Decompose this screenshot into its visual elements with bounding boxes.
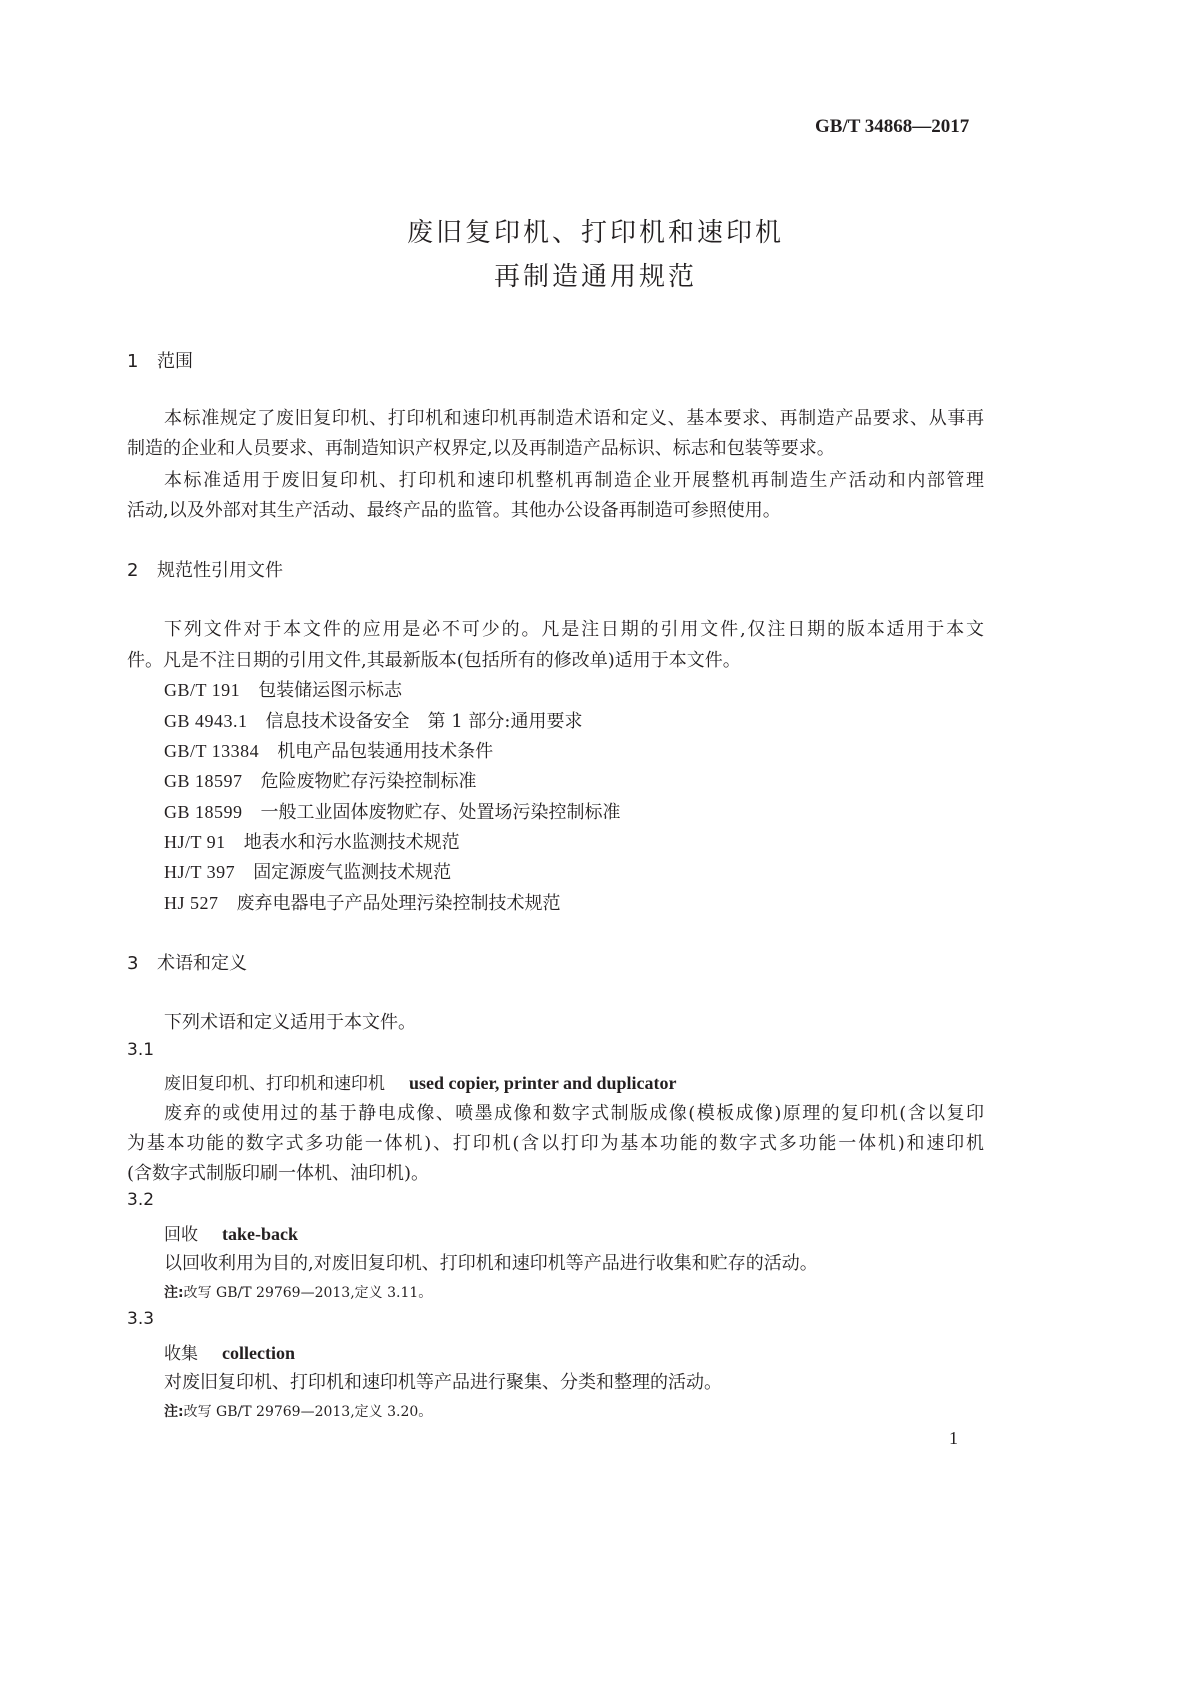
note: [164, 1282, 432, 1302]
normative-reference: [164, 858, 451, 884]
section-number: 2: [127, 560, 139, 581]
paragraph-line: 活动,以及外部对其生产活动、最终产品的监管。其他办公设备再制造可参照使用。: [127, 500, 781, 521]
term-english: take-back: [222, 1224, 298, 1244]
definition-line: 废弃的或使用过的基于静电成像、喷墨成像和数字式制版成像(模板成像)原理的复印机(含以复印: [164, 1103, 984, 1124]
clause-number: 3.1: [127, 1040, 155, 1060]
note-text: 改写 GB/T 29769—2013,定义 3.20。: [183, 1404, 433, 1420]
section-2-heading: [127, 556, 283, 582]
section-title: 范围: [157, 351, 193, 372]
normative-reference: [164, 676, 402, 702]
section-title: 术语和定义: [157, 953, 247, 974]
reference-code: GB/T 191: [164, 680, 241, 700]
normative-reference: [164, 707, 582, 733]
reference-title: 废弃电器电子产品处理污染控制技术规范: [236, 893, 561, 914]
clause-number: 3.3: [127, 1309, 155, 1329]
section-3-heading: [127, 949, 247, 975]
paragraph-line: 件。凡是不注日期的引用文件,其最新版本(包括所有的修改单)适用于本文件。: [127, 650, 741, 671]
paragraph-line: 下列文件对于本文件的应用是必不可少的。凡是注日期的引用文件,仅注日期的版本适用于本文: [164, 619, 984, 640]
definition-line: (含数字式制版印刷一体机、油印机)。: [127, 1163, 430, 1184]
reference-code: HJ/T 397: [164, 862, 236, 882]
term-english: used copier, printer and duplicator: [409, 1073, 677, 1093]
section-title: 规范性引用文件: [157, 560, 283, 581]
definition-line: 为基本功能的数字式多功能一体机)、打印机(含以打印为基本功能的数字式多功能一体机)和速印机: [127, 1133, 984, 1154]
reference-title: 机电产品包装通用技术条件: [277, 741, 494, 762]
reference-code: GB 18597: [164, 771, 243, 791]
document-title-line1: 废旧复印机、打印机和速印机: [406, 218, 784, 248]
standard-code: GB/T 34868—2017: [815, 116, 970, 137]
definition-line: 以回收利用为目的,对废旧复印机、打印机和速印机等产品进行收集和贮存的活动。: [164, 1253, 818, 1274]
reference-code: HJ/T 91: [164, 832, 226, 852]
page-number: 1: [949, 1428, 958, 1448]
term-entry: [164, 1339, 295, 1364]
term-chinese: 收集: [164, 1344, 198, 1364]
term-chinese: 废旧复印机、打印机和速印机: [164, 1074, 385, 1094]
note-label: 注:: [164, 1404, 184, 1420]
definition-line: 对废旧复印机、打印机和速印机等产品进行聚集、分类和整理的活动。: [164, 1372, 722, 1393]
note-text: 改写 GB/T 29769—2013,定义 3.11。: [183, 1285, 433, 1301]
note-label: 注:: [164, 1285, 184, 1301]
paragraph-line: 制造的企业和人员要求、再制造知识产权界定,以及再制造产品标识、标志和包装等要求。: [127, 438, 835, 459]
term-english: collection: [222, 1343, 295, 1363]
paragraph-line: 本标准规定了废旧复印机、打印机和速印机再制造术语和定义、基本要求、再制造产品要求、从事再: [164, 408, 984, 429]
reference-title: 信息技术设备安全 第 1 部分:通用要求: [265, 711, 583, 732]
normative-reference: [164, 798, 621, 824]
reference-code: GB 18599: [164, 802, 243, 822]
clause-number: 3.2: [127, 1190, 155, 1210]
reference-code: HJ 527: [164, 893, 219, 913]
reference-title: 固定源废气监测技术规范: [253, 862, 452, 883]
normative-reference: [164, 889, 561, 915]
reference-title: 一般工业固体废物贮存、处置场污染控制标准: [260, 802, 621, 823]
term-chinese: 回收: [164, 1225, 198, 1245]
reference-title: 地表水和污水监测技术规范: [243, 832, 460, 853]
term-entry: [164, 1220, 298, 1245]
term-entry: [164, 1069, 677, 1094]
paragraph-line: 下列术语和定义适用于本文件。: [164, 1012, 416, 1033]
normative-reference: [164, 828, 460, 854]
section-number: 1: [127, 351, 139, 372]
section-1-heading: [127, 347, 193, 373]
paragraph-line: 本标准适用于废旧复印机、打印机和速印机整机再制造企业开展整机再制造生产活动和内部管理: [164, 470, 984, 491]
normative-reference: [164, 737, 493, 763]
reference-title: 包装储运图示标志: [258, 680, 403, 701]
reference-code: GB 4943.1: [164, 711, 248, 731]
section-number: 3: [127, 953, 139, 974]
document-title-line2: 再制造通用规范: [493, 262, 697, 292]
normative-reference: [164, 767, 477, 793]
reference-code: GB/T 13384: [164, 741, 260, 761]
reference-title: 危险废物贮存污染控制标准: [260, 771, 477, 792]
note: [164, 1401, 432, 1421]
